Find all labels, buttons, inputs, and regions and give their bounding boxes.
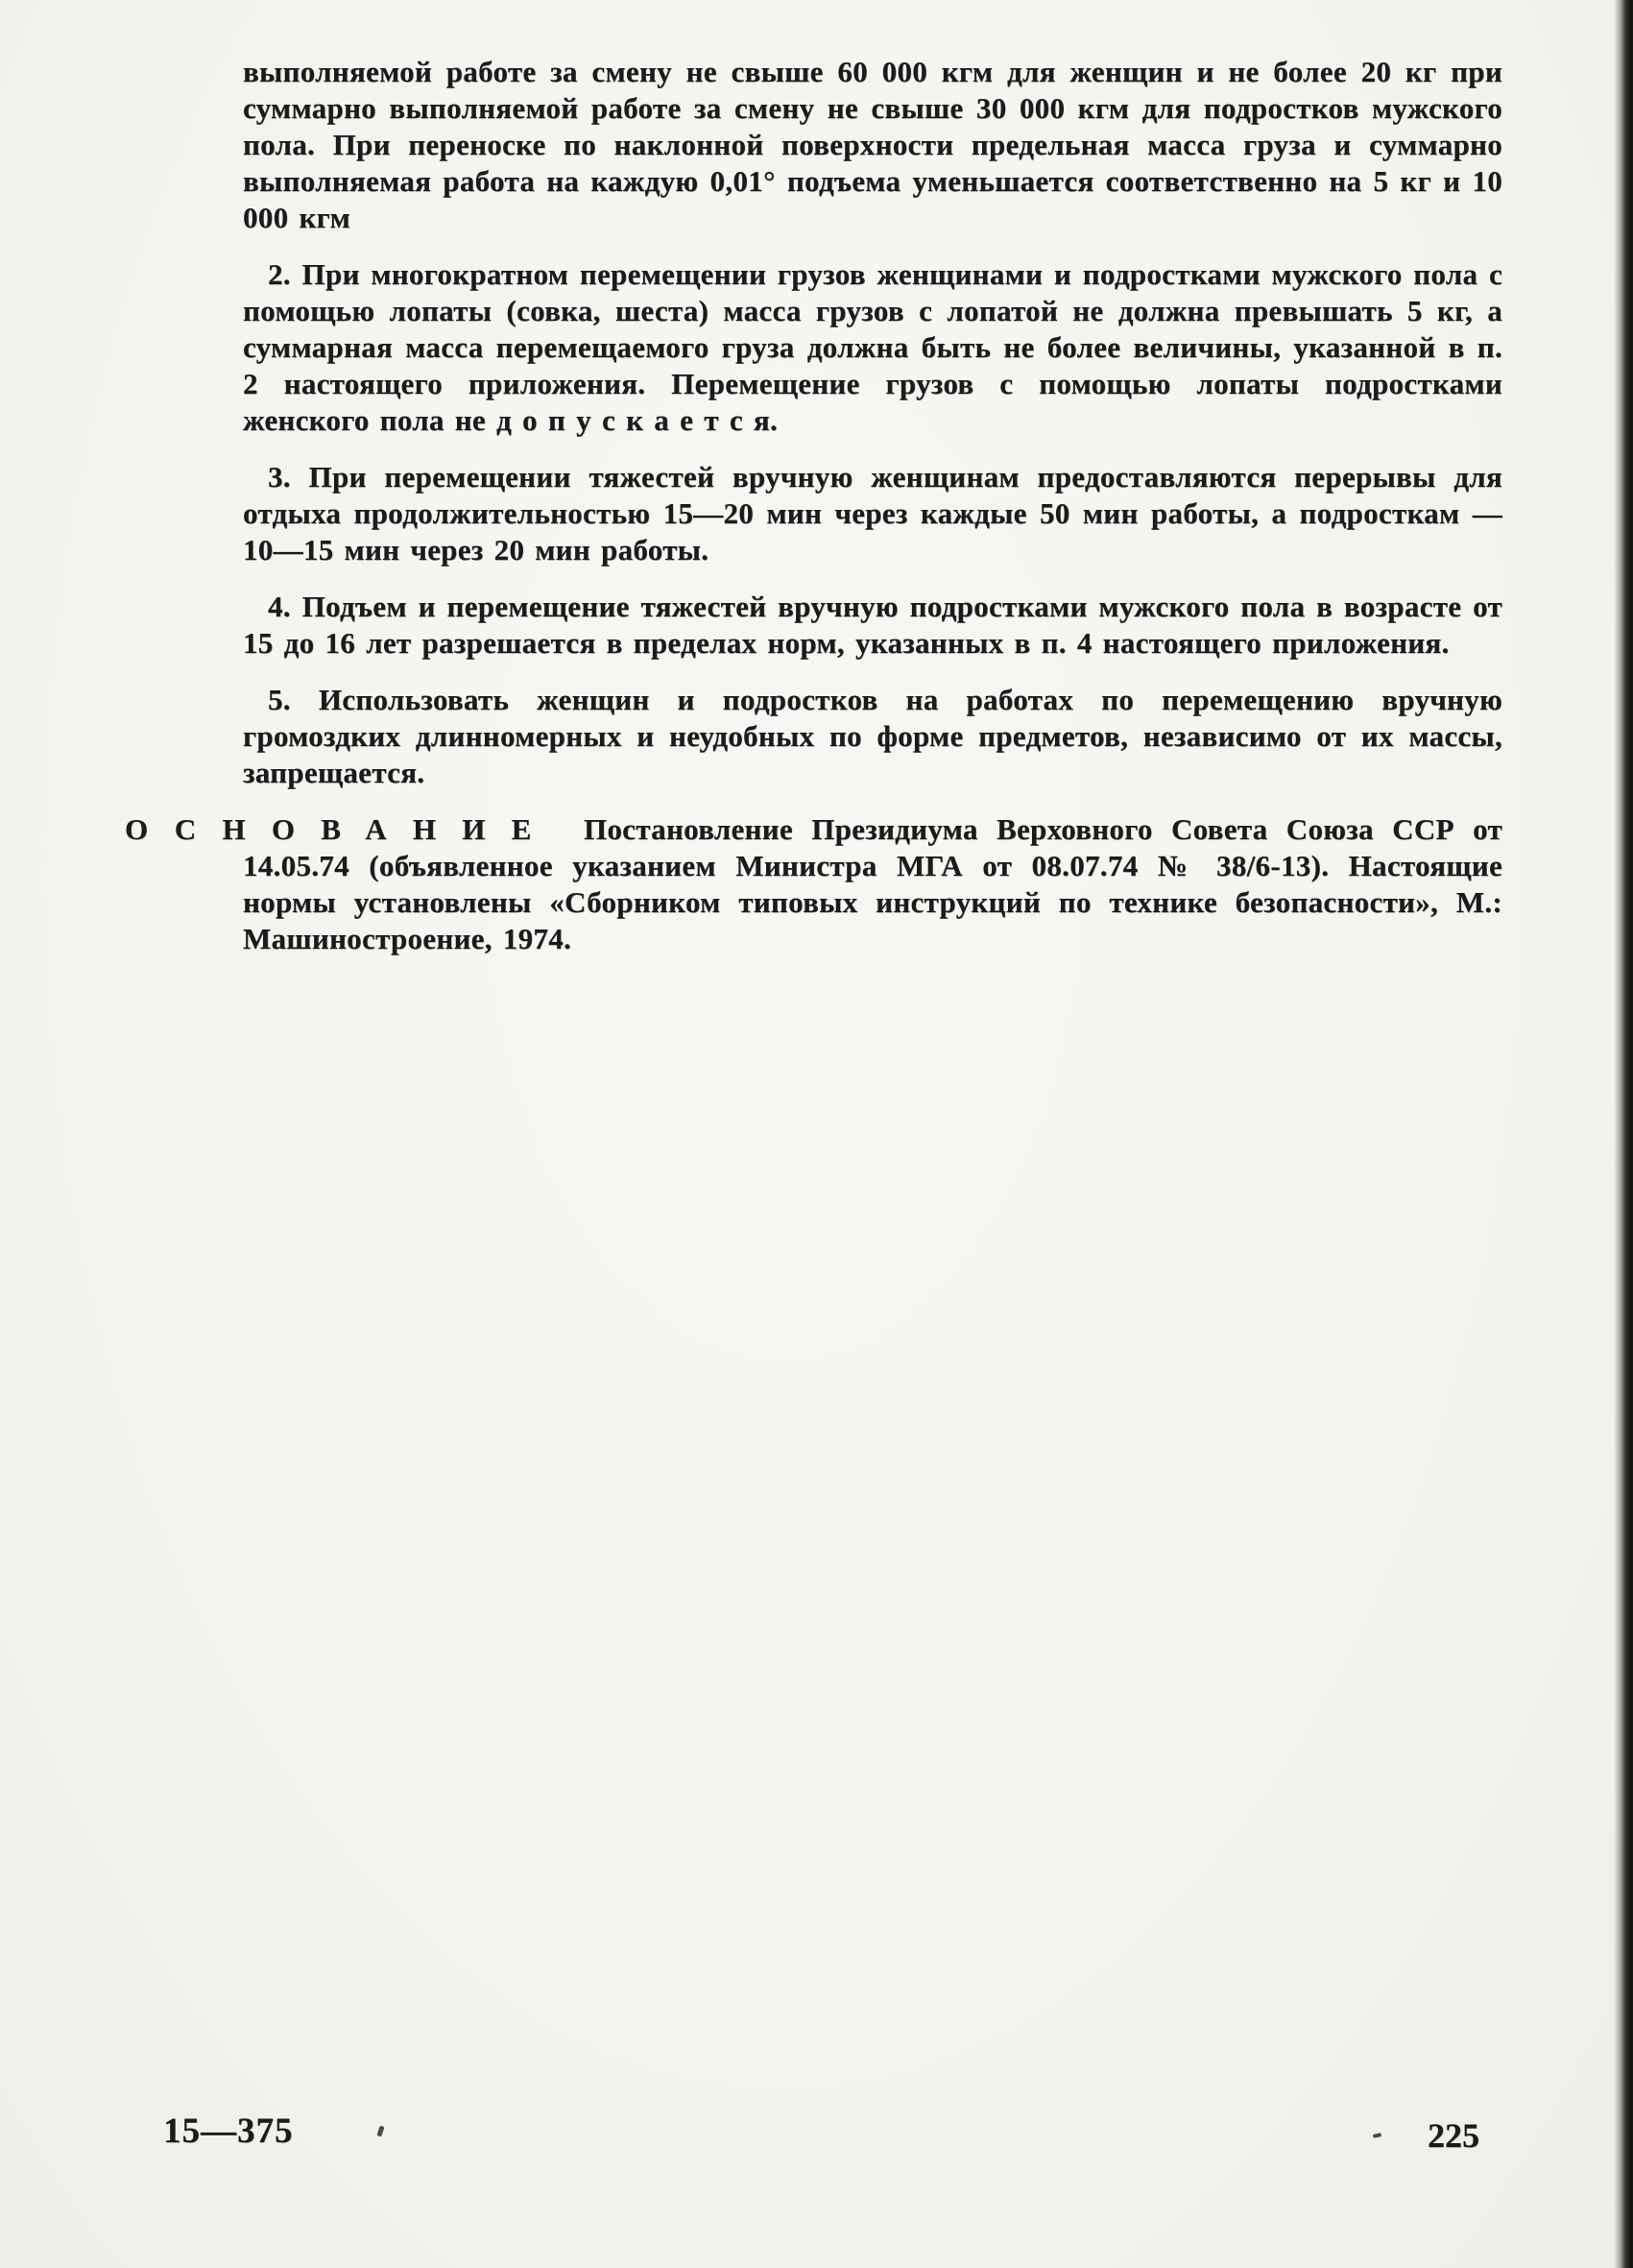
page-number: 225 xyxy=(1428,2116,1479,2155)
paragraph-item-5: 5. Использовать женщин и подростков на работах по перемещению вручную громоздких длинномерных и неудобных по форме предметов, независимо от их массы, запрещается. xyxy=(243,683,1502,789)
basis-label: ОСНОВАНИЕ xyxy=(125,812,558,846)
paragraph-item-4: 4. Подъем и перемещение тяжестей вручную подростками мужского пола в возрасте от 15 до 16 лет разрешается в пределах норм, указанных в п. 4 настоящего приложения. xyxy=(243,590,1502,660)
paragraph-item-2: 2. При многократном перемещении грузов женщинами и подростками мужского пола с помощью лопаты (совка, шеста) масса грузов с лопатой не должна превышать 5 кг, а суммарная масса перемещаемого груза должна быть не более величины, указанной в п. 2 настоящего приложения. Перемещение грузов с помощью лопаты подростками женского пола не д о п у с к а е т с я. xyxy=(243,257,1502,437)
printer-code: 15—375 xyxy=(163,2111,294,2151)
text-column xyxy=(125,54,1502,957)
paragraph-continuation: выполняемой работе за смену не свыше 60 000 кгм для женщин и не более 20 кг при суммарно выполняемой работе за смену не свыше 30 000 кгм для подростков мужского пола. При переноске по наклонной поверхности предельная масса груза и суммарно выполняемая работа на каждую 0,01° подъема уменьшается соответственно на 5 кг и 10 000 кгм xyxy=(243,55,1502,234)
scan-speck xyxy=(376,2125,384,2136)
paragraph-item-3: 3. При перемещении тяжестей вручную женщинам предоставляются перерывы для отдыха продолжительностью 15—20 мин через каждые 50 мин работы, а подросткам — 10—15 мин через 20 мин работы. xyxy=(243,460,1502,567)
basis-text: Постановление Президиума Верховного Совета Союза ССР от 14.05.74 (объявленное указанием Министра МГА от 08.07.74 № 38/6-13). Настоящие нормы установлены «Сборником типовых инструкций по технике безопасности», М.: Машиностроение, 1974. xyxy=(243,812,1502,955)
scan-speck xyxy=(1373,2133,1382,2138)
scan-edge-shadow xyxy=(1614,0,1633,2268)
basis-paragraph xyxy=(125,811,1502,957)
